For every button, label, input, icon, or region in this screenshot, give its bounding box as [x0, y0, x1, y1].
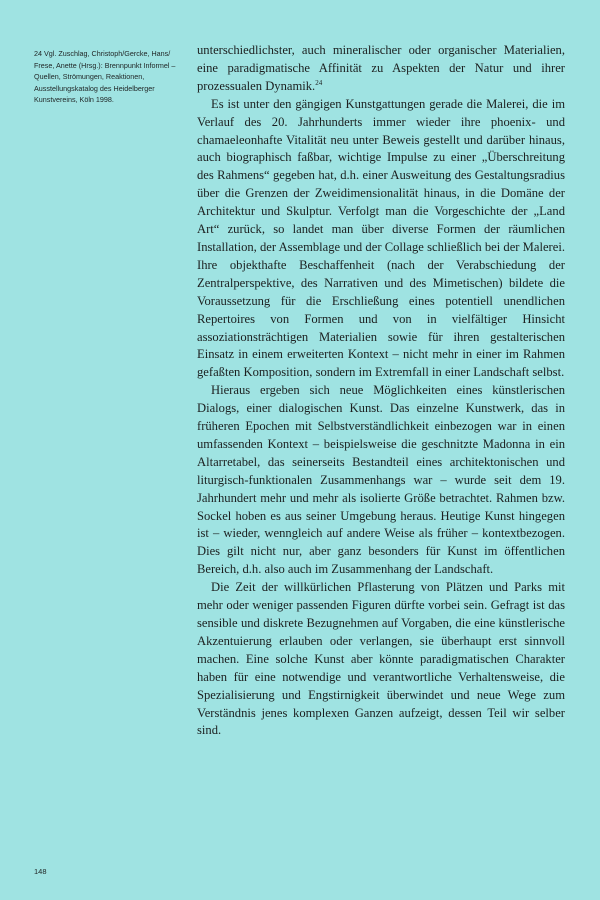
- footnote-24: [34, 48, 184, 106]
- paragraph-continuation: [197, 42, 565, 96]
- footnote-text: 24 Vgl. Zuschlag, Christoph/Gercke, Hans/ Frese, Anette (Hrsg.): Brennpunkt Informel – Quellen, Strömungen, Reaktionen, Ausstellungskatalog des Heidelberger Kunstvereins, Köln 1998.: [34, 49, 176, 105]
- paragraph-public-art: Die Zeit der willkürlichen Pflasterung von Plätzen und Parks mit mehr oder weniger passenden Figuren dürfte vorbei sein. Gefragt ist das sensible und diskrete Bezugnehmen auf Vorgaben, die eine künstlerische Akzentuierung erlauben oder verlangen, sie überhaupt erst sinnvoll machen. Eine solche Kunst aber könnte paradigmatischen Charakter haben für eine notwendige und verantwortliche Verhaltensweise, die Spezialisierung und Engstirnigkeit überwindet und neue Wege zum Verständnis jenes komplexen Ganzen aufzeigt, dessen Teil wir selber sind.: [197, 580, 565, 738]
- main-text-column: [197, 42, 565, 740]
- paragraph-dialogue: Hieraus ergeben sich neue Möglichkeiten eines künstlerischen Dialogs, einer dialogischen Kunst. Das einzelne Kunstwerk, das in früheren Epochen mit Selbstverständlichkeit einbezogen war in einen umfassenden Kontext – beispielsweise die geschnitzte Madonna in ein Altarretabel, das seinerseits Bestandteil eines architektonischen und liturgisch-funktionalen Zusammenhangs war – wurde seit dem 19. Jahrhundert mehr und mehr als isolierte Größe betrachtet. Rahmen bzw. Sockel hoben es aus seiner Umgebung heraus. Heutige Kunst hingegen ist – wieder, wenngleich auf andere Weise als früher – kontextbezogen. Dies gilt nicht nur, aber ganz besonders für Kunst im öffentlichen Bereich, d.h. also auch im Zusammenhang der Landschaft.: [197, 383, 565, 577]
- footnote-reference: 24: [315, 78, 323, 87]
- paragraph-continuation-text: unterschiedlichster, auch mineralischer oder organischer Materialien, eine paradigmatische Affinität zu Aspekten der Natur und ihrer prozessualen Dynamik.: [197, 43, 565, 93]
- page-number: 148: [34, 867, 47, 876]
- paragraph-painting: Es ist unter den gängigen Kunstgattungen gerade die Malerei, die im Verlauf des 20. Jahrhunderts immer wieder ihre phoenix- und chamaeleonhafte Vitalität neu unter Beweis gestellt und darüber hinaus, auch biographisch faßbar, wichtige Impulse zu einer „Überschreitung des Rahmens“ gegeben hat, d.h. einer Ausweitung des Gestaltungsradius über die Grenzen der Zweidimensionalität hinaus, in die Domäne der Architektur und Skulptur. Verfolgt man die Vorgeschichte der „Land Art“ zurück, so landet man über diverse Formen der räumlichen Installation, der Assemblage und der Collage schließlich bei der Malerei. Ihre objekthafte Beschaffenheit (nach der Verabschiedung der Zentralperspektive, des Narrativen und des Mimetischen) bildete die Voraussetzung für die Erschließung eines potentiell unendlichen Repertoires von Formen und von in vielfältiger Hinsicht assoziationsträchtigen Materialien sowie für ihren gestalterischen Einsatz in einem erweiterten Kontext – nicht mehr in einer im Rahmen gefaßten Komposition, sondern im Extremfall in einer Landschaft selbst.: [197, 96, 565, 380]
